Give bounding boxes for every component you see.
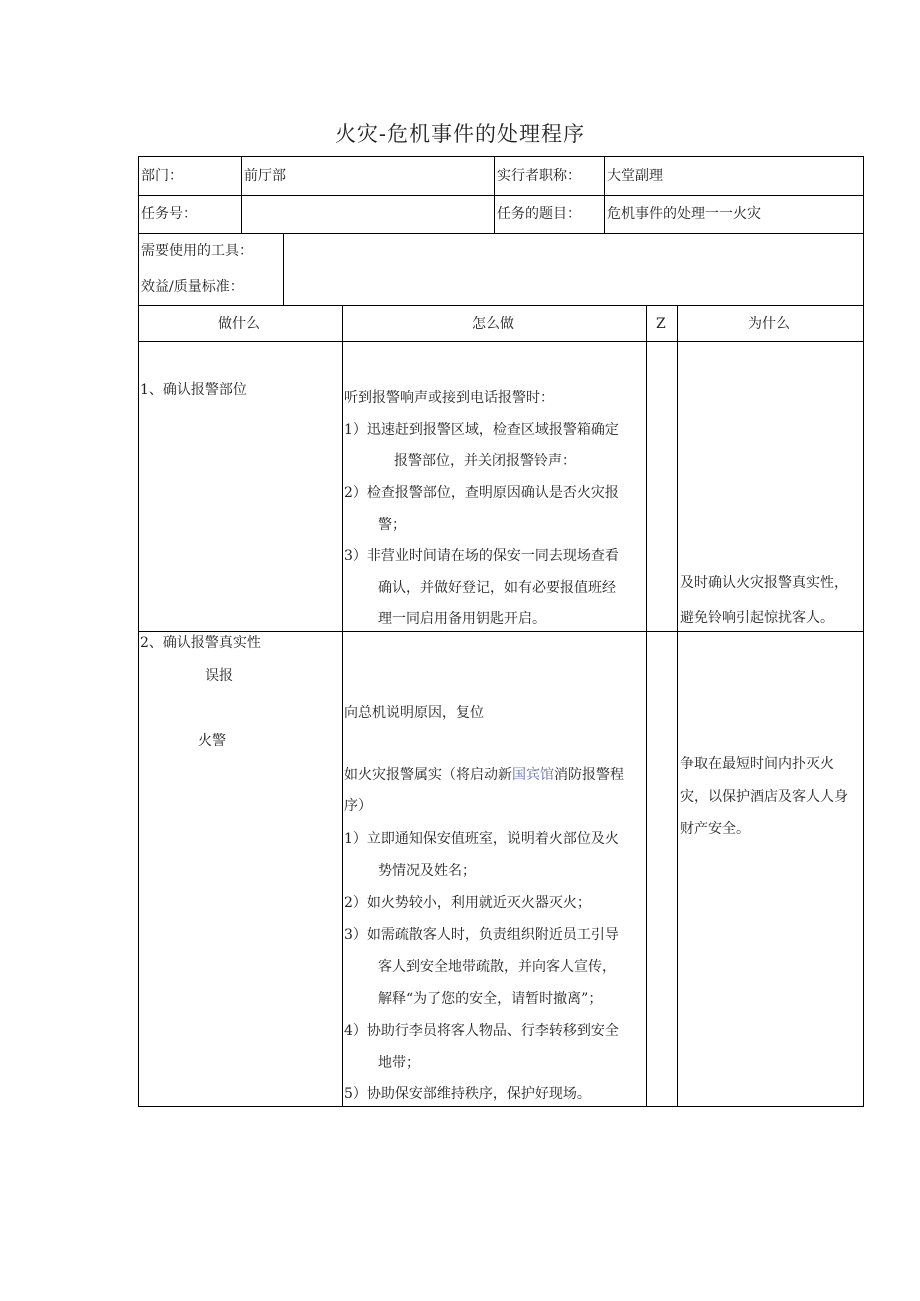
- table-rule: [863, 156, 864, 1107]
- table-rule: [138, 341, 864, 342]
- step-how-line: 序）: [344, 798, 372, 814]
- step-how-line: 2）如火势较小，利用就近灭火器灭火；: [344, 895, 591, 911]
- table-rule: [494, 156, 495, 233]
- task-title-value: 危机事件的处理一一火灾: [607, 206, 761, 222]
- step-what-sub: 误报: [205, 668, 233, 684]
- table-rule: [646, 305, 647, 1106]
- table-rule: [604, 156, 605, 233]
- step-why-line: 及时确认火灾报警真实性，: [680, 575, 848, 591]
- table-rule: [138, 631, 864, 632]
- step-how-line: 警；: [378, 517, 406, 533]
- table-rule: [138, 233, 864, 234]
- step-how-line: 3）非营业时间请在场的保安一同去现场查看: [344, 548, 619, 564]
- dept-value: 前厅部: [244, 168, 286, 184]
- step-how-line: 2）检查报警部位，查明原因确认是否火灾报: [344, 485, 619, 501]
- role-value: 大堂副理: [607, 168, 663, 184]
- table-rule: [677, 305, 678, 1106]
- step-how-line: 确认，并做好登记，如有必要报值班经: [378, 580, 616, 596]
- step-how-line: 报警部位，并关闭报警铃声：: [394, 453, 576, 469]
- step-how-line: [344, 765, 624, 785]
- task-no-label: 任务号：: [141, 206, 197, 222]
- table-rule: [342, 305, 343, 1106]
- step-what: 1、确认报警部位: [140, 382, 247, 398]
- table-rule: [138, 156, 139, 1107]
- step-how-text: 如火灾报警属实（将启动新: [344, 767, 512, 783]
- step-how-line: 地带；: [378, 1055, 420, 1071]
- step-how-line: 5）协助保安部维持秩序，保护好现场。: [344, 1086, 591, 1102]
- step-how-line: 1）立即通知保安值班室，说明着火部位及火: [344, 831, 619, 847]
- table-rule: [241, 156, 242, 233]
- step-why-line: 财产安全。: [680, 821, 750, 837]
- step-how-line: 向总机说明原因，复位: [344, 705, 484, 721]
- step-how-text: 消防报警程: [554, 767, 624, 783]
- step-why-line: 争取在最短时间内扑灭火: [680, 756, 834, 772]
- step-how-line: 理一同启用备用钥匙开启。: [378, 611, 546, 627]
- table-rule: [138, 156, 864, 157]
- task-title-label: 任务的题目：: [497, 206, 581, 222]
- step-why-line: 避免铃响引起惊扰客人。: [680, 610, 834, 626]
- column-header-why: 为什么: [748, 316, 790, 332]
- step-how-line: 解释“为了您的安全，请暂时撤离”；: [378, 991, 603, 1007]
- table-rule: [138, 1106, 864, 1107]
- role-label: 实行者职称：: [497, 168, 581, 184]
- table-rule: [138, 195, 864, 196]
- step-how-line: 1）迅速赶到报警区域，检查区域报警箱确定: [344, 422, 619, 438]
- column-header-what: 做什么: [218, 316, 260, 332]
- tools-label: 需要使用的工具：: [141, 243, 253, 259]
- hotel-name-link[interactable]: 国宾馆: [512, 767, 554, 783]
- step-what: 2、确认报警真实性: [140, 635, 261, 651]
- step-what-sub: 火警: [198, 733, 226, 749]
- standard-label: 效益/质量标准：: [141, 279, 244, 295]
- step-how-line: 3）如需疏散客人时，负责组织附近员工引导: [344, 927, 619, 943]
- step-how-line: 客人到安全地带疏散，并向客人宣传，: [378, 959, 616, 975]
- step-how-line: 听到报警响声或接到电话报警时：: [344, 390, 554, 406]
- step-how-line: 4）协助行李员将客人物品、行李转移到安全: [344, 1023, 619, 1039]
- step-why-line: 灾，以保护酒店及客人人身: [680, 789, 848, 805]
- column-header-how: 怎么做: [472, 316, 514, 332]
- dept-label: 部门：: [141, 168, 183, 184]
- step-how-line: 势情况及姓名；: [378, 863, 476, 879]
- page-title: 火灾-危机事件的处理程序: [334, 122, 586, 146]
- table-rule: [138, 305, 864, 306]
- table-rule: [283, 233, 284, 305]
- column-header-z: Z: [656, 316, 666, 332]
